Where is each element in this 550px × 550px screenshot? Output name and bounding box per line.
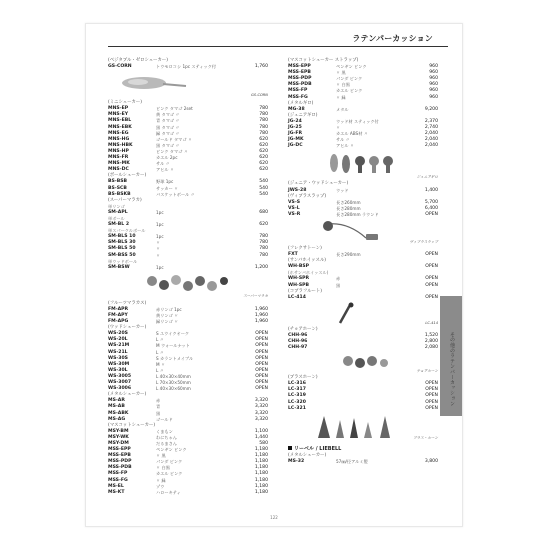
product-row [108, 192, 268, 198]
product-price: OPEN [425, 252, 438, 258]
product-code: FM-APR [108, 306, 129, 312]
product-code: MS-32 [288, 458, 305, 464]
product-desc: バスケットボール 〃 [156, 191, 195, 197]
product-desc: 赤 [156, 398, 161, 404]
product-code: LC-321 [288, 405, 306, 411]
product-price: 6,400 [424, 205, 438, 211]
header-rule [108, 46, 448, 47]
product-code: WS-3007 [108, 380, 132, 386]
product-code: WS-20L [108, 337, 128, 343]
product-desc: L 〃 [156, 367, 164, 373]
product-desc: 1pc [156, 209, 164, 215]
product-row [288, 459, 438, 465]
product-price: 1,180 [254, 489, 268, 495]
product-price: 1,180 [254, 471, 268, 477]
product-price: 540 [259, 179, 268, 185]
product-desc: ピンク タマゴ 2set [156, 106, 193, 112]
product-code: MSS-PDB [108, 465, 132, 471]
product-price: 2,080 [424, 345, 438, 351]
product-price: OPEN [255, 337, 268, 343]
product-code: SM-BSS 50 [108, 252, 136, 258]
product-code: MS-ABK [108, 410, 129, 416]
product-price: 780 [259, 234, 268, 240]
product-code: MNS-HP [108, 148, 129, 154]
product-code: GS-CORN [108, 64, 132, 70]
product-price: 780 [259, 252, 268, 258]
product-row [108, 417, 268, 423]
product-code: LC-316 [288, 381, 306, 387]
left-column [108, 58, 268, 496]
product-desc: 1pc [156, 234, 164, 240]
product-desc: L 〃 [156, 337, 164, 343]
product-price: 960 [429, 94, 438, 100]
product-price: 2,370 [424, 118, 438, 124]
photo-caption: ジュニアギロ [416, 175, 438, 180]
product-desc: 黒 タマゴ 〃 [156, 124, 180, 130]
product-code: MSY-BM [108, 428, 129, 434]
product-row [288, 107, 438, 113]
page-number: 122 [270, 515, 278, 520]
product-desc: ピンク タマゴ 〃 [156, 148, 188, 154]
section-heading: (マスコットシェーカー) [108, 422, 156, 428]
product-desc: 長さ290mm [336, 252, 361, 258]
product-desc: 長さ280mm [336, 205, 361, 211]
product-desc: サッカー 〃 [156, 185, 179, 191]
photo-chihe [288, 351, 438, 375]
product-desc: サル 〃 [336, 137, 350, 143]
product-code: MSS-EPP [108, 447, 131, 453]
product-price: 5,700 [424, 199, 438, 205]
product-code: WS-30S [108, 355, 128, 361]
product-code: MS-EL [108, 483, 124, 489]
product-desc: ゾウ [156, 483, 165, 489]
product-price: 960 [429, 76, 438, 82]
product-code: WS-3005 [108, 373, 132, 379]
product-price: 620 [259, 161, 268, 167]
product-code: JG-FR [288, 131, 303, 137]
product-price: 1,400 [424, 187, 438, 193]
product-desc: 黒 タマゴ 〃 [156, 142, 180, 148]
product-code: MSS-PDP [288, 76, 312, 82]
section-heading: (ボールシェーカー) [108, 173, 147, 179]
section-heading: (メタルギロ) [288, 100, 314, 106]
product-code: CHH-97 [288, 345, 308, 351]
product-desc: 〃 緑 [156, 477, 166, 483]
product-price: 620 [259, 155, 268, 161]
product-code: MNS-EP [108, 106, 129, 112]
product-code: CHH-96 [288, 339, 308, 344]
product-code: FM-APY [108, 313, 128, 318]
sub-heading: 単ウッドボール [108, 258, 138, 264]
square-bullet-icon [288, 446, 292, 450]
product-desc: 〃 緑 [336, 94, 346, 100]
photo-caption: GS-CORN [251, 93, 268, 98]
catalog-page [85, 23, 463, 527]
photo-brass [288, 412, 438, 442]
product-code: SM-BLS 50 [108, 246, 136, 252]
product-price: 1,180 [254, 453, 268, 459]
section-heading: (ヴィブラスラップ) [288, 193, 327, 199]
section-heading: (メタルシェーカー) [108, 392, 147, 398]
product-price: 780 [259, 240, 268, 246]
section-heading: (フレクサトーン) [288, 245, 322, 251]
product-code: MNS-HG [108, 136, 130, 142]
product-desc: L 〃 [156, 349, 164, 355]
photo-junior [288, 149, 438, 181]
section-heading: (ブラスホーン) [288, 375, 318, 381]
product-row [288, 95, 438, 101]
product-price: OPEN [425, 405, 438, 411]
product-code: LC-317 [288, 387, 306, 393]
section-heading: (メタルシェーカー) [288, 452, 327, 458]
photo-caption: チョアホーン [416, 369, 438, 374]
product-price: 1,960 [254, 306, 268, 312]
product-price: 780 [259, 106, 268, 112]
product-price: 1,440 [254, 434, 268, 440]
product-price: 780 [259, 112, 268, 118]
product-desc: カエル ピンク [156, 471, 183, 477]
product-desc: 緑 タマゴ 〃 [156, 130, 180, 136]
product-desc: アヒル 〃 [336, 143, 355, 149]
section-heading: (ジュニア・ウッドシェーカー) [288, 181, 349, 187]
product-price: 9,200 [424, 106, 438, 112]
product-price: 1,200 [254, 264, 268, 270]
product-price: 3,320 [254, 410, 268, 416]
product-code: SM-BLS 30 [108, 240, 136, 246]
product-desc: ペンギン ピンク [336, 64, 367, 70]
product-desc: トウモロコシ 1pc スティック付 [156, 64, 217, 70]
product-price: 1,180 [254, 447, 268, 453]
product-desc: ゴールド タマゴ 〃 [156, 136, 193, 142]
product-code: WS-30L [108, 367, 128, 373]
sub-heading: 単リンゴ [108, 203, 125, 209]
photo-caption: ブラス・ホーン [413, 435, 438, 440]
product-code: WS-30M [108, 361, 130, 367]
product-desc: M ウォールナット [156, 343, 190, 349]
product-code: JG-25 [288, 125, 302, 131]
product-price: 620 [259, 167, 268, 173]
brand-heading [288, 446, 438, 453]
photo-caption: ヴィブラスラップ [409, 239, 438, 244]
sub-heading: 単ボール [108, 215, 125, 221]
product-code: MSS-FG [108, 477, 128, 483]
product-price: 780 [259, 130, 268, 136]
product-desc: L 70×30×50mm [156, 380, 191, 386]
product-price: 960 [429, 70, 438, 76]
product-code: JG-DC [288, 143, 303, 149]
product-code: MNS-EBK [108, 124, 132, 130]
product-code: LC-414 [288, 294, 306, 300]
product-price: 680 [259, 209, 268, 215]
product-code: MSY-DM [108, 440, 129, 446]
sub-heading: 単スパークルボール [108, 228, 146, 234]
product-code: MSS-FP [108, 471, 128, 477]
photo-caption: スーパーマラカ [243, 293, 268, 298]
cobra-flute-photo [288, 301, 438, 327]
product-desc: 長さ280mm ラウンド [336, 211, 379, 217]
product-desc: ペンギン ピンク [156, 447, 187, 453]
product-price: 1,180 [254, 477, 268, 483]
product-price: 1,180 [254, 459, 268, 465]
product-price: 960 [429, 82, 438, 88]
product-price: OPEN [255, 361, 268, 367]
product-row [288, 188, 438, 194]
product-desc: 野球 1pc [156, 179, 174, 185]
section-heading: (ウッドシェーカー) [108, 325, 147, 331]
product-desc: 57㎜/径アルミ製 [336, 458, 368, 464]
product-code: MNS-DC [108, 167, 129, 173]
product-code: WS-3006 [108, 386, 132, 392]
product-desc: 〃 [336, 125, 341, 131]
product-desc: アヒル 〃 [156, 167, 175, 173]
product-desc: わにちゃん [156, 434, 177, 440]
product-code: BS-BSKB [108, 191, 131, 197]
product-code: VS-S [288, 199, 301, 205]
product-desc: S カラントメイプル [156, 355, 194, 361]
product-price: 2,040 [424, 143, 438, 149]
product-code: MSS-EPP [288, 64, 311, 70]
product-desc: カエル ピンク [336, 88, 363, 94]
product-price: OPEN [425, 399, 438, 405]
product-code: MS-AG [108, 416, 126, 422]
product-code: SM-APL [108, 209, 128, 215]
product-code: JG-24 [288, 118, 302, 124]
section-heading: (コブラフルート) [288, 288, 322, 294]
product-price: OPEN [425, 393, 438, 399]
product-code: MNS-EG [108, 130, 129, 136]
product-price: 580 [259, 440, 268, 446]
product-price: OPEN [255, 343, 268, 349]
product-desc: 黒 [156, 410, 161, 416]
product-code: MNS-FR [108, 155, 129, 161]
section-heading: (フルーツマラカス) [108, 300, 147, 306]
product-price: OPEN [425, 282, 438, 288]
page-title: ラテンパーカッション [352, 34, 433, 43]
product-code: MSS-EPB [108, 453, 131, 459]
section-heading: (ミニシェーカー) [108, 100, 142, 106]
product-price: 3,800 [424, 458, 438, 464]
product-price: 960 [429, 88, 438, 94]
product-price: OPEN [255, 380, 268, 386]
product-price: 3,320 [254, 416, 268, 422]
product-desc: L 40×30×40mm [156, 373, 191, 379]
product-desc: パンダ ピンク [156, 459, 183, 465]
product-price: 1,960 [254, 319, 268, 325]
product-code: BS-BSB [108, 179, 128, 185]
product-price: OPEN [425, 387, 438, 393]
product-desc: 〃 [156, 252, 161, 258]
section-heading: (スーパーマラカ) [108, 197, 142, 203]
product-code: MSS-FG [288, 94, 308, 100]
product-price: OPEN [425, 276, 438, 282]
product-desc: 緑リンゴ 〃 [156, 319, 179, 325]
product-code: MNS-MK [108, 161, 130, 167]
product-desc: 1pc [156, 222, 164, 228]
product-code: WS-21M [108, 343, 130, 349]
product-desc: パンダ ピンク [336, 76, 363, 82]
product-code: JWS-28 [288, 187, 307, 193]
product-desc: 青 タマゴ 〃 [156, 118, 180, 124]
product-price: 620 [259, 222, 268, 228]
product-code: MS-KT [108, 489, 125, 495]
product-code: MSS-FP [288, 88, 308, 94]
product-code: WS-20S [108, 331, 128, 337]
product-row [108, 253, 268, 259]
product-row [108, 210, 268, 216]
product-desc: 1pc [156, 264, 164, 270]
product-price: 1,180 [254, 483, 268, 489]
junior-giro-photo [288, 149, 438, 181]
product-desc: 赤 [336, 276, 341, 282]
right-column [288, 58, 438, 465]
product-desc: カエル ABS材 〃 [336, 131, 368, 137]
product-desc: 〃 白黒 [156, 465, 170, 471]
product-price: OPEN [255, 331, 268, 337]
product-price: 2,740 [424, 125, 438, 131]
product-code: VS-L [288, 205, 300, 211]
product-price: 540 [259, 191, 268, 197]
page-header [86, 24, 462, 52]
product-code: MSS-EPB [288, 70, 311, 76]
product-code: MSY-WK [108, 434, 129, 440]
product-price: OPEN [425, 294, 438, 300]
product-desc: カエル 2pc [156, 155, 178, 161]
corn-shaker-photo [108, 70, 268, 100]
side-tab-label: その他のラテンパーカッション [449, 332, 455, 407]
product-code: MS-AB [108, 404, 125, 410]
product-price: 960 [429, 64, 438, 70]
product-code: FXT [288, 252, 298, 258]
product-desc: 黄 タマゴ 〃 [156, 112, 180, 118]
product-code: JG-MK [288, 137, 304, 143]
product-price: OPEN [425, 381, 438, 387]
photo-caption: LC-414 [425, 320, 438, 325]
product-price: OPEN [425, 211, 438, 217]
product-code: MS-AR [108, 398, 125, 404]
product-price: 1,760 [254, 64, 268, 70]
product-code: SM-BL 2 [108, 222, 130, 228]
product-price: 620 [259, 142, 268, 148]
product-price: 2,800 [424, 339, 438, 344]
product-desc: 赤リンゴ 1pc [156, 306, 182, 312]
photo-vibra [288, 218, 438, 246]
product-row [288, 283, 438, 289]
product-desc: メタル [336, 106, 349, 112]
section-heading: (チョアホーン) [288, 326, 318, 332]
product-code: WH-SPB [288, 282, 309, 288]
product-price: 620 [259, 136, 268, 142]
product-code: MSS-PDB [288, 82, 312, 88]
product-code: WH-BSP [288, 264, 309, 270]
product-price: 780 [259, 124, 268, 130]
product-desc: くまもン [156, 428, 173, 434]
product-desc: 〃 白黒 [336, 82, 350, 88]
product-price: 2,040 [424, 131, 438, 137]
product-price: 2,040 [424, 137, 438, 143]
product-desc: 〃 黒 [336, 70, 346, 76]
product-desc: ゴールド [156, 416, 173, 422]
product-code: LC-320 [288, 399, 306, 405]
product-desc: 〃 黒 [156, 453, 166, 459]
product-code: SM-BSW [108, 264, 130, 270]
product-desc: ウッド [336, 187, 349, 193]
product-code: CHH-96 [288, 332, 308, 338]
product-desc: 〃 [156, 240, 161, 246]
product-desc: S ユウイクオーク [156, 331, 190, 337]
product-desc: 黒 [336, 282, 341, 288]
product-code: MNS-HBK [108, 142, 133, 148]
product-code: MSS-PDP [108, 459, 132, 465]
product-code: MNS-EBL [108, 118, 132, 124]
product-row [108, 490, 268, 496]
product-code: WS-21L [108, 349, 128, 355]
product-desc: 青 [156, 404, 161, 410]
photo-cobra [288, 301, 438, 327]
product-desc: だるまさん [156, 440, 177, 446]
product-desc: サル 〃 [156, 161, 170, 167]
product-price: 540 [259, 185, 268, 191]
product-price: 1,960 [254, 313, 268, 318]
product-desc: 黄リンゴ 〃 [156, 313, 179, 318]
product-code: BS-SCB [108, 185, 127, 191]
product-code: LC-319 [288, 393, 306, 399]
product-price: OPEN [255, 386, 268, 392]
product-price: 780 [259, 246, 268, 252]
sub-heading: (ホサンバホイッスル) [288, 270, 329, 276]
product-price: 620 [259, 148, 268, 154]
section-heading: (ジュニアギロ) [288, 112, 318, 118]
product-code: VS-R [288, 211, 301, 217]
product-price: OPEN [425, 264, 438, 270]
product-desc: 〃 [156, 246, 161, 252]
product-price: OPEN [255, 355, 268, 361]
product-code: FM-APG [108, 319, 129, 325]
product-price: 1,520 [424, 332, 438, 338]
product-price: OPEN [255, 373, 268, 379]
product-code: WH-SPR [288, 276, 310, 282]
photo-gourd [108, 70, 268, 100]
section-heading: (マスコットシェーカー ストラップ) [288, 58, 359, 63]
product-code: MG-38 [288, 106, 305, 112]
section-heading: (ベジタブル・ゼロシェーカー) [108, 58, 168, 63]
product-code: SM-BLS 10 [108, 234, 136, 240]
product-code: MNS-EY [108, 112, 129, 118]
product-desc: ハローキティ [156, 489, 181, 495]
product-price: 3,320 [254, 398, 268, 404]
product-price: OPEN [255, 367, 268, 373]
product-price: 1,100 [254, 428, 268, 434]
product-desc: L 40×30×60mm [156, 386, 191, 392]
product-price: 3,320 [254, 404, 268, 410]
chiahorn-photo [288, 351, 438, 375]
product-price: 780 [259, 118, 268, 124]
product-price: OPEN [255, 349, 268, 355]
product-desc: 長さ260mm [336, 199, 361, 205]
product-desc: M 〃 [156, 361, 166, 367]
section-heading: (サンバホイッスル) [288, 258, 326, 264]
brand-name: リーベル / LIEBELL [294, 445, 342, 452]
product-desc: ウッド材 スティック付 [336, 118, 379, 124]
photo-supermaraca [108, 271, 268, 301]
product-price: 1,180 [254, 465, 268, 471]
